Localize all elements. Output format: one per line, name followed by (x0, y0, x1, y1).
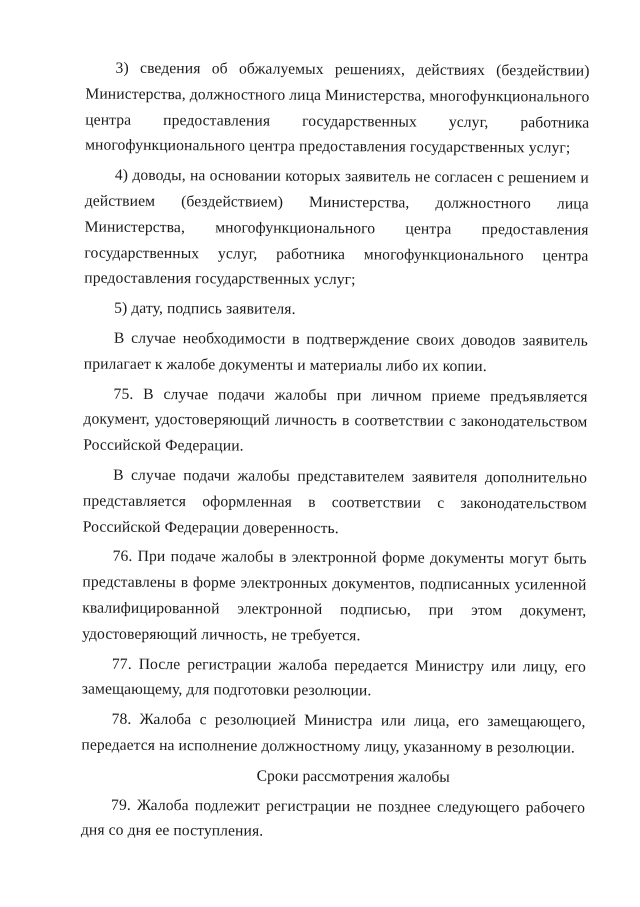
paragraph-78: 78. Жалоба с резолюцией Министра или лица, его замещающего, передается на исполнение должностному лицу, указанному в резолюции. (81, 710, 586, 757)
paragraph-76: 76. При подаче жалобы в электронной форме документы могут быть представлены в форме электронных документов, подписанных усиленной квалифицированной электронной подписью, при этом документ, удостоверяющий личность, не требуется. (82, 548, 587, 644)
paragraph-item-4: 4) доводы, на основании которых заявитель не согласен с решением и действием (бездействием) Министерства, должностного лица Министерства, многофункционального центра предоставления государственных услуг, работника многофункционального центра предоставления государственных услуг; (84, 166, 589, 289)
paragraph-77: 77. После регистрации жалоба передается Министру или лицу, его замещающему, для подготовки резолюции. (81, 655, 586, 700)
paragraph-79: 79. Жалоба подлежит регистрации не позднее следующего рабочего дня со дня ее поступления. (80, 796, 586, 840)
paragraph-attachments: В случае необходимости в подтверждение своих доводов заявитель прилагает к жалобе документы и материалы либо их копии. (83, 329, 588, 375)
paragraph-item-3: 3) сведения об обжалуемых решениях, действиях (бездействии) Министерства, должностного лица Министерства, многофункционального центра предоставления государственных услуг, работника многофункционального центра предоставления государственных услуг; (85, 59, 590, 157)
paragraph-item-5: 5) дату, подпись заявителя. (114, 299, 296, 319)
section-heading: Сроки рассмотрения жалобы (256, 767, 450, 786)
paragraph-75: 75. В случае подачи жалобы при личном приеме предъявляется документ, удостоверяющий личность в соответствии с законодательством Российской Федерации. (83, 385, 588, 455)
paragraph-representative: В случае подачи жалобы представителем заявителя дополнительно представляется оформленная в соответствии с законодательством Российской Федерации доверенность. (82, 466, 588, 537)
